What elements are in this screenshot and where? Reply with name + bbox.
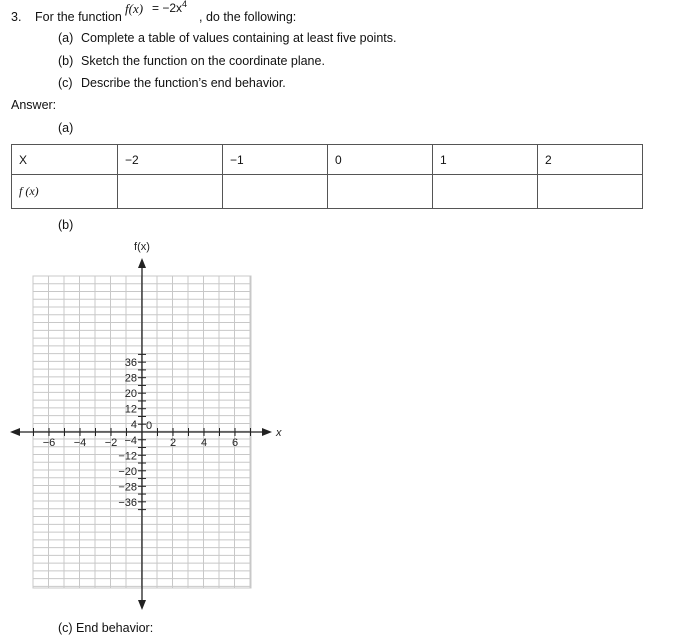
- y-axis-up-arrow-icon: [138, 258, 146, 268]
- y-axis-label: f(x): [134, 241, 150, 253]
- x-axis-right-arrow-icon: [262, 428, 272, 436]
- part-b-letter: (b): [58, 54, 74, 68]
- problem-intro: For the function: [35, 10, 122, 24]
- y-tick-label: 4: [130, 419, 137, 432]
- y-tick-label: −12: [118, 450, 137, 463]
- problem-suffix: , do the following:: [199, 10, 297, 24]
- y-tick-label: −28: [118, 481, 137, 494]
- answer-part-b: (b): [58, 218, 74, 232]
- part-a-letter: (a): [58, 31, 74, 45]
- x-tick-label: 2: [169, 437, 177, 449]
- values-table: [11, 144, 643, 209]
- x-axis-label: x: [276, 427, 282, 439]
- table-cell-x: −1: [223, 145, 328, 175]
- x-tick-label: 4: [200, 437, 208, 449]
- origin-label: 0: [146, 420, 153, 432]
- part-a-text: Complete a table of values containing at least five points.: [81, 31, 397, 45]
- coordinate-plane[interactable]: [0, 236, 300, 616]
- part-c-letter: (c): [58, 76, 73, 90]
- table-cell-fx-input[interactable]: [538, 175, 643, 209]
- table-cell-fx-input[interactable]: [328, 175, 433, 209]
- y-axis-down-arrow-icon: [138, 600, 146, 610]
- part-c-text: Describe the function’s end behavior.: [81, 76, 286, 90]
- problem-number: 3.: [11, 10, 22, 24]
- function-exponent: 4: [182, 0, 188, 9]
- part-b-text: Sketch the function on the coordinate plane.: [81, 54, 325, 68]
- y-tick-label: −4: [124, 434, 137, 447]
- table-cell-x: 0: [328, 145, 433, 175]
- y-tick-label: 20: [124, 388, 137, 401]
- answer-part-c-end-behavior: (c) End behavior:: [58, 621, 154, 635]
- y-tick-label: 28: [124, 372, 137, 385]
- function-label: f(x): [125, 1, 144, 16]
- table-cell-x: 1: [433, 145, 538, 175]
- table-cell-x: −2: [118, 145, 223, 175]
- table-row-x: [12, 145, 643, 175]
- table-cell-fx-input[interactable]: [223, 175, 328, 209]
- table-row-fx: [12, 175, 643, 209]
- table-cell-x-header: X: [12, 145, 118, 175]
- answer-label: Answer:: [11, 98, 57, 112]
- table-cell-x: 2: [538, 145, 643, 175]
- function-definition: [152, 1, 187, 15]
- y-tick-label: 12: [124, 403, 137, 416]
- tick-labels: [43, 241, 282, 509]
- x-tick-label: −4: [73, 437, 87, 449]
- y-tick-label: −20: [118, 465, 137, 478]
- x-tick-label: 6: [231, 437, 239, 449]
- table-cell-fx-input[interactable]: [118, 175, 223, 209]
- y-tick-label: −36: [118, 496, 137, 509]
- table-cell-fx-header: f (x): [12, 175, 118, 209]
- table-cell-fx-input[interactable]: [433, 175, 538, 209]
- y-tick-label: 36: [124, 357, 137, 370]
- x-tick-label: −6: [42, 437, 56, 449]
- x-tick-label: −2: [104, 437, 118, 449]
- function-rhs: = −2x: [152, 1, 183, 15]
- answer-part-a: (a): [58, 121, 74, 135]
- x-axis-left-arrow-icon: [10, 428, 20, 436]
